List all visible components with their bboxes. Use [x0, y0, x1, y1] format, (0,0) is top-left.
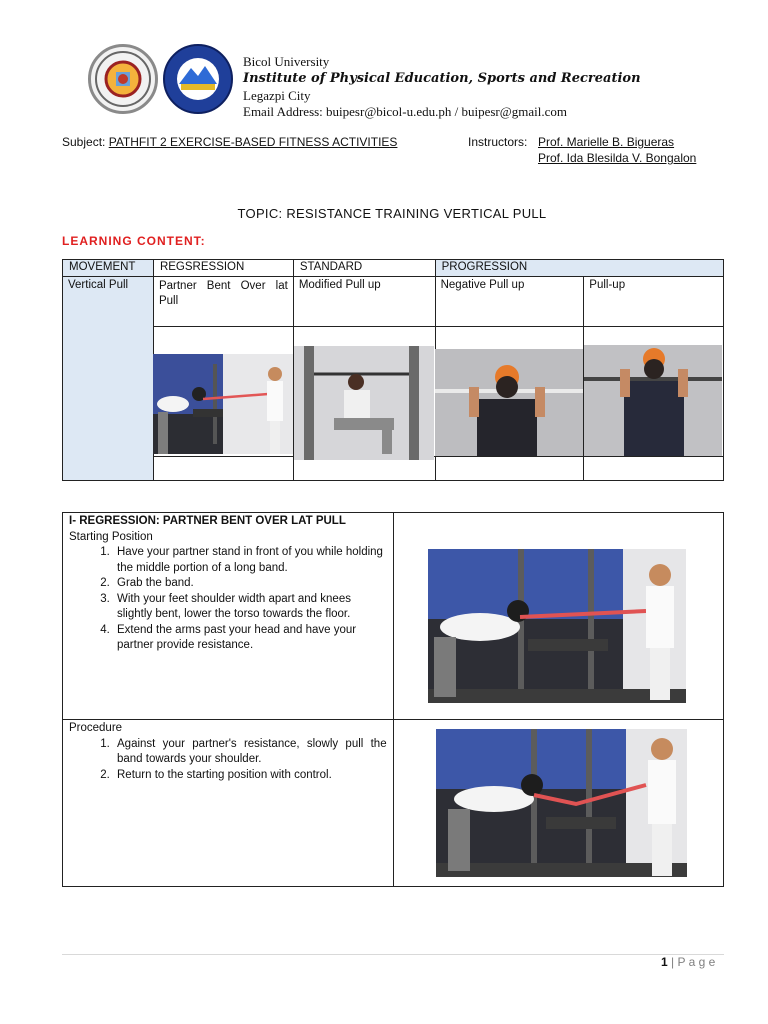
header-movement: MOVEMENT	[63, 260, 154, 277]
starting-steps-list	[69, 545, 387, 654]
standard-cell: Modified Pull up	[293, 277, 435, 327]
instructors-label: Instructors:	[468, 135, 528, 149]
table-header-row	[63, 260, 724, 277]
seal-icon	[165, 46, 231, 112]
negative-pullup-cell: Negative Pull up	[435, 277, 584, 327]
header-progression: PROGRESSION	[435, 260, 723, 277]
table-row	[63, 277, 724, 327]
starting-position-label: Starting Position	[69, 530, 153, 543]
bicol-university-seal	[88, 44, 158, 114]
seal-icon	[91, 47, 155, 111]
footer-divider	[62, 954, 724, 955]
starting-position-photo	[428, 549, 686, 703]
page-label: | P a g e	[671, 955, 716, 969]
email-address: Email Address: buipesr@bicol-u.edu.ph / buipesr@gmail.com	[243, 104, 567, 119]
section-title: I- REGRESSION: PARTNER BENT OVER LAT PULL	[69, 515, 346, 527]
procedure-cell	[63, 720, 394, 887]
list-item: 2. Grab the band.	[113, 576, 387, 592]
list-item: 1. Have your partner stand in front of you while holding the middle portion of a long band.	[113, 545, 387, 576]
starting-position-cell	[63, 513, 394, 720]
page-number: 1	[661, 955, 668, 969]
procedure-photo	[436, 729, 687, 877]
procedure-label: Procedure	[69, 722, 123, 734]
partner-lat-pull-photo	[153, 354, 293, 454]
subject-value: PATHFIT 2 EXERCISE-BASED FITNESS ACTIVITIES	[108, 135, 398, 149]
negative-pullup-photo	[435, 349, 583, 456]
pullup-photo	[584, 345, 722, 456]
subject-line	[62, 135, 397, 149]
list-item: 1. Against your partner's resistance, slowly pull the band towards your shoulder.	[113, 737, 387, 768]
list-item: 4. Extend the arms past your head and have your partner provide resistance.	[113, 623, 387, 654]
institute-name: Institute of Physical Education, Sports and Recreation	[243, 71, 641, 86]
university-name: Bicol University	[243, 54, 330, 69]
header-regression: REGSRESSION	[153, 260, 293, 277]
list-item: 3. With your feet shoulder width apart and knees slightly bent, lower the torso towards the floor.	[113, 592, 387, 623]
modified-pullup-photo	[294, 346, 434, 460]
header-standard: STANDARD	[293, 260, 435, 277]
topic-title: TOPIC: RESISTANCE TRAINING VERTICAL PULL	[237, 206, 547, 221]
procedure-steps-list	[69, 737, 387, 784]
list-item: 2. Return to the starting position with control.	[113, 768, 387, 784]
pullup-cell: Pull-up	[584, 277, 724, 327]
regression-cell: Partner Bent Over lat Pull	[153, 277, 293, 327]
ipesr-seal	[163, 44, 233, 114]
instructor-2: Prof. Ida Blesilda V. Bongalon	[538, 151, 697, 165]
learning-content-heading: LEARNING CONTENT:	[62, 234, 206, 248]
movement-cell: Vertical Pull	[63, 277, 154, 481]
page-footer	[661, 955, 715, 969]
instructor-1: Prof. Marielle B. Bigueras	[538, 135, 675, 149]
city: Legazpi City	[243, 88, 311, 103]
subject-label: Subject:	[62, 135, 106, 149]
table-row	[63, 457, 724, 481]
